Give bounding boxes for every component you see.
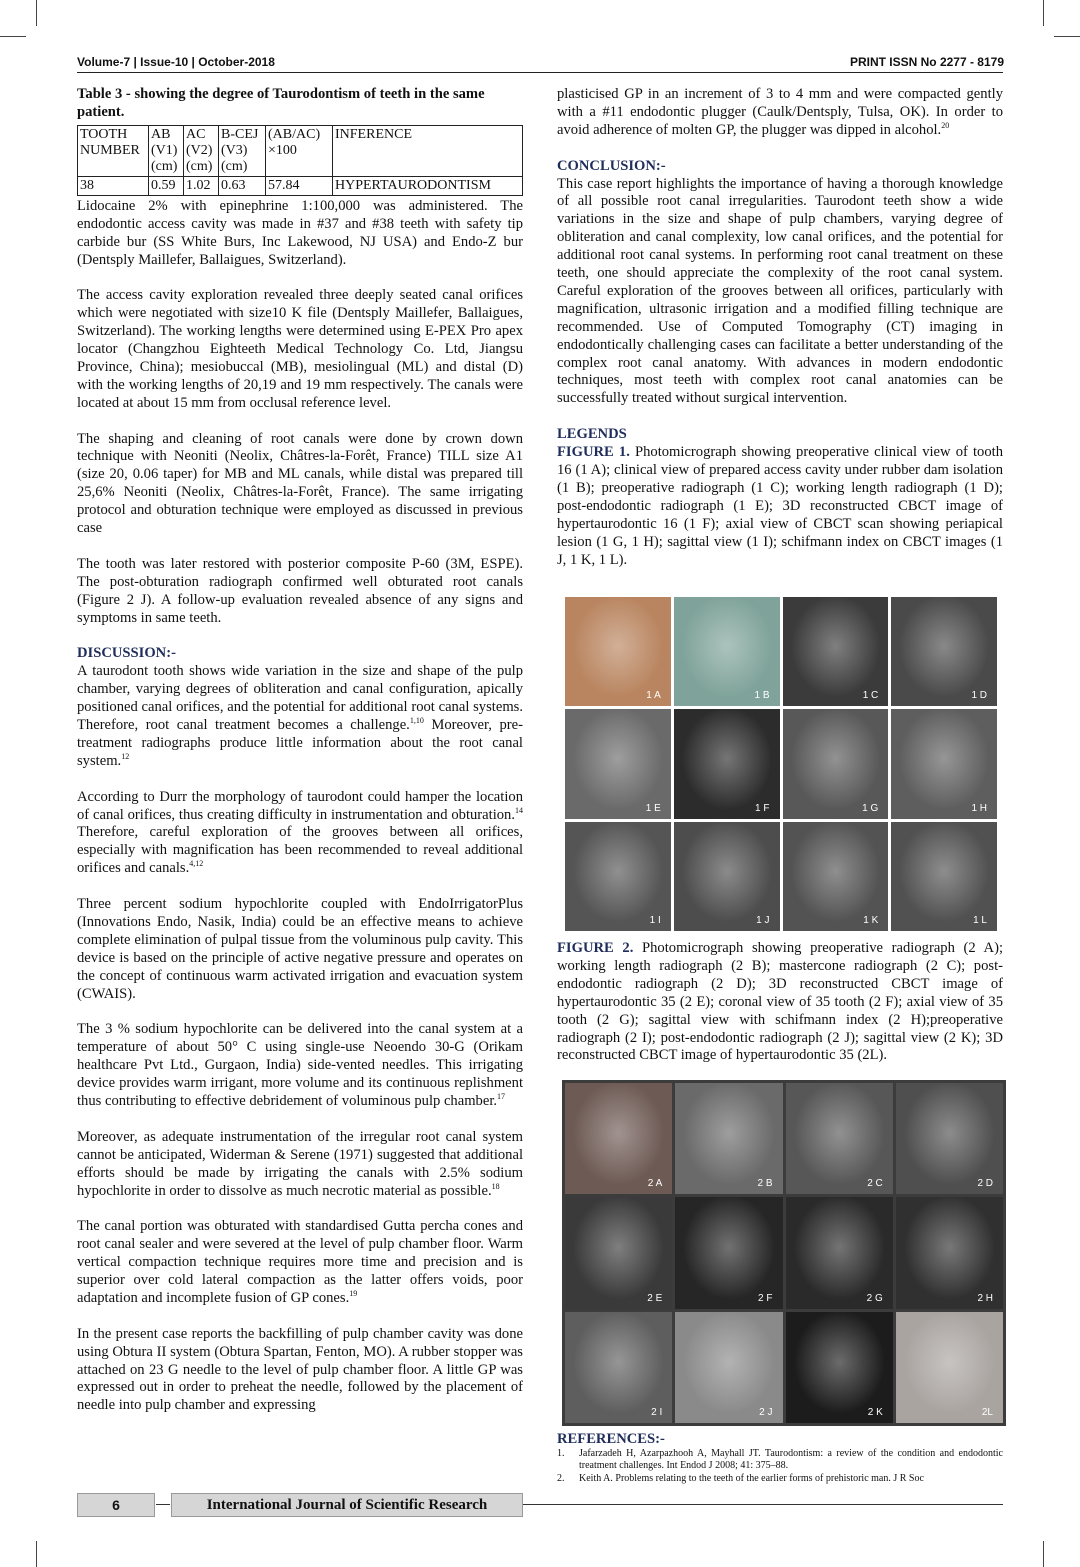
paragraph	[557, 86, 1003, 140]
paragraph-text: Moreover, as adequate instrumentation of the irregular root canal system cannot be anticipated, Widerman & Serene (1971) suggested that additional efforts should be made by irrigating the canals with 2.5% sodium hypochlorite in order to dissolve as much necrotic material as possible.	[77, 1128, 523, 1199]
figure-2-panel-label: 2 G	[866, 1292, 883, 1304]
paragraph: This case report highlights the importance of having a thorough knowledge of all possible root canal irregularities. Taurodont teeth show a wide variations in the size and shape of pulp chambers, varying degree of obliteration and canal complexity, low canal orifices, and the potential for additional root canal systems. In performing root canal treatment on these teeth, one should appreciate the complexity of the root canal system. Careful exploration of the grooves between all orifices, particularly with magnification, ultrasonic irrigation and a modified filling technique are recommended. Use of Computed Tomography (CT) imaging in endodontically challenging cases can facilitate a better understanding of the complex root canal anatomy. With advances in modern endodontic techniques, most teeth with complex root canal anatomies can be successfully treated without surgical intervention.	[557, 175, 1003, 407]
header-rule	[77, 72, 1003, 73]
figure-2-panel	[786, 1083, 893, 1194]
table-3	[77, 125, 523, 196]
footer-separator	[156, 1504, 170, 1505]
figure-1-panel-label: 1 A	[646, 690, 661, 702]
paragraph: The tooth was later restored with posterior composite P-60 (3M, ESPE). The post-obturation radiograph confirmed well obturated root canals (Figure 2 J). A follow-up evaluation revealed absence of any signs and symptoms in same teeth.	[77, 555, 523, 626]
figure-1-panel	[674, 597, 780, 706]
table-cell: 0.59	[149, 176, 184, 195]
figure-1-label: FIGURE 1.	[557, 444, 630, 461]
paragraph: Three percent sodium hypochlorite coupled with EndoIrrigatorPlus (Innovations Endo, Nasik, India) could be an effective means to achieve complete elimination of pulpal tissue from the voluminous pulp cavity. This device is based on the principle of active negative pressure and operates on the concept of continuous warm activated irrigation and evacuation system (CWAIS).	[77, 896, 523, 1002]
paragraph-text: Moreover, pre-treatment radiographs produce little information about the root canal system.	[77, 717, 523, 769]
figure-2-label: FIGURE 2.	[557, 940, 634, 956]
citation: 18	[491, 1181, 500, 1191]
figure-2-caption	[557, 940, 1003, 1065]
table-header-cell: AC (V2) (cm)	[184, 125, 219, 176]
figure-2-panel-label: 2 A	[647, 1178, 663, 1190]
table-cell: 0.63	[219, 176, 266, 195]
figure-2-panel	[565, 1083, 672, 1194]
figure-2-panel	[786, 1312, 893, 1423]
running-header-right: PRINT ISSN No 2277 - 8179	[849, 55, 1004, 69]
paragraph: The shaping and cleaning of root canals were done by crown down technique with Neoniti (Neolix, Châtres-la-Forêt, France) TILL size A1 (size 20, 0.06 taper) for MB and ML canals, while distal was prepared till 25,6% Neoniti (Neolix, Châtres-la-Forêt, France). The same irrigating protocol and obturation technique were employed as discussed in previous case	[77, 430, 523, 537]
figure-2-panel	[896, 1083, 1003, 1194]
paragraph-text: plasticised GP in an increment of 3 to 4 mm and were compacted gently with a #11 endodontic plugger (Caulk/Dentsply, Tulsa, OK). In order to avoid adherence of molten GP, the plugger was dipped in alcohol.	[557, 86, 1003, 138]
paragraph-text: The 3 % sodium hypochlorite can be delivered into the canal system at a temperature of about 50° C using single-use Neoendo 30-G (Orikam healthcare Pvt Ltd., Gurgaon, India) side-vented needles. This irrigating device provides warm irrigant, more volume and its continuous replishment thus contributing to effective debridement of voluminous pulp chamber.	[77, 1021, 523, 1110]
crop-mark	[36, 1541, 37, 1567]
figure-2-panel-label: 2 B	[757, 1178, 773, 1190]
figure-1-panel	[891, 822, 997, 931]
figure-1-panel	[565, 597, 671, 706]
figure-2-panel-label: 2 H	[977, 1292, 993, 1304]
reference-number: 1.	[557, 1448, 565, 1459]
figure-1-panel	[783, 822, 889, 931]
figure-2-panel-label: 2 K	[867, 1407, 883, 1418]
crop-mark	[1043, 0, 1044, 26]
table-header-cell: B-CEJ (V3) (cm)	[219, 125, 266, 176]
figure-1-panel	[783, 709, 889, 818]
figure-1-panel	[565, 709, 671, 818]
table-header-cell: TOOTH NUMBER	[78, 125, 149, 176]
paragraph	[77, 663, 523, 770]
figure-1-panel-label: 1 E	[645, 802, 661, 814]
conclusion-heading: CONCLUSION:-	[557, 157, 666, 174]
left-column	[77, 86, 523, 1415]
figure-2-panel	[786, 1197, 893, 1308]
figure-1-panel-label: 1 H	[971, 802, 987, 814]
citation: 17	[497, 1092, 506, 1102]
figure-1-panel-label: 1 J	[756, 915, 770, 926]
figure-1-panel-label: 1 I	[649, 915, 661, 926]
crop-mark	[36, 0, 37, 26]
page-number: 6	[77, 1493, 155, 1517]
figure-2-panel-label: 2L	[981, 1407, 993, 1418]
citation: 12	[121, 751, 130, 761]
paragraph	[77, 1021, 523, 1111]
paragraph-text: A taurodont tooth shows wide variation in the size and shape of the pulp chamber, varying degrees of obliteration and canal configuration, apically positioned canal orifices, and the potential for additional root canal systems. Therefore, root canal treatment becomes a challenge.	[77, 663, 523, 734]
table-3-title: Table 3 - showing the degree of Taurodontism of teeth in the same patient.	[77, 86, 485, 120]
crop-mark	[1043, 1541, 1044, 1567]
citation: 19	[349, 1289, 358, 1299]
table-header-cell: AB (V1) (cm)	[149, 125, 184, 176]
table-row	[78, 176, 523, 195]
figure-1-panel-label: 1 L	[973, 915, 987, 926]
reference-text: Keith A. Problems relating to the teeth of the earlier forms of prehistoric man. J R Soc	[579, 1473, 924, 1484]
figure-2-panel	[675, 1197, 782, 1308]
caption-text: Photomicrograph showing preoperative radiograph (2 A); working length radiograph (2 B); mastercone radiograph (2 C); post-endodontic radiograph (2 D); 3D reconstructed CBCT image of hypertaurodontic 35 (2 E); coronal view of 35 tooth (2 F); axial view of 35 tooth (2 G); sagittal view with schifmann index (2 H);preoperative radiograph (2 I); post-endodontic radiograph (2 J); sagittal view (2 K); 3D reconstructed CBCT image of hypertaurodontic 35 (2L).	[557, 940, 1003, 1064]
figure-1-panel-label: 1 F	[755, 802, 770, 814]
figure-1-caption	[557, 444, 1003, 569]
figure-2-panel	[675, 1312, 782, 1423]
figure-2-panel-label: 2 J	[759, 1407, 773, 1418]
reference-text: Jafarzadeh H, Azarpazhooh A, Mayhall JT. Taurodontism: a review of the condition and endodontic treatment challenges. Int Endod J 2008; 41: 375–88.	[579, 1448, 1003, 1471]
figure-1-panel-label: 1 C	[862, 690, 879, 702]
figure-1-panel-label: 1 B	[754, 690, 770, 702]
crop-mark	[1054, 36, 1080, 37]
table-cell: HYPERTAURODONTISM	[333, 176, 523, 195]
running-header-left: Volume-7 | Issue-10 | October-2018	[77, 55, 275, 69]
reference-item	[557, 1448, 1003, 1471]
paragraph	[77, 1129, 523, 1201]
legends-heading: LEGENDS	[557, 426, 627, 443]
table-cell: 1.02	[184, 176, 219, 195]
figure-2-panel	[675, 1083, 782, 1194]
caption-text: Photomicrograph showing preoperative clinical view of tooth 16 (1 A); clinical view of prepared access cavity under rubber dam isolation (1 B); preoperative radiograph (1 C); working length radiograph (1 D); post-endodontic radiograph (1 E); 3D reconstructed CBCT image of hypertaurodontic 16 (1 F); axial view of CBCT scan showing periapical lesion (1 G, 1 H); sagittal view (1 I); schifmann index on CBCT images (1 J, 1 K, 1 L).	[557, 444, 1003, 568]
figure-2-panel	[896, 1312, 1003, 1423]
figure-2-panel	[565, 1312, 672, 1423]
paragraph: In the present case reports the backfilling of pulp chamber cavity was done using Obtura II system (Obtura Spartan, Fenton, MO). A rubber stopper was attached on 23 G needle to the level of pulp chamber floor. A little GP was expressed out in order to preheat the needle, followed by the placement of needle into pulp chamber and expressing	[77, 1325, 523, 1414]
table-cell: 38	[78, 176, 149, 195]
figure-1-panel-label: 1 D	[971, 690, 987, 702]
paragraph: Lidocaine 2% with epinephrine 1:100,000 was administered. The endodontic access cavity was made in #37 and #38 teeth with safety tip carbide bur (SS White Burs, Inc Lakewood, NJ USA) and Endo-Z bur (Dentsply Maillefer, Ballaigues, Switzerland).	[77, 197, 523, 268]
reference-item	[557, 1473, 1003, 1485]
journal-name: International Journal of Scientific Research	[171, 1493, 523, 1517]
figure-1-panel-label: 1 K	[863, 915, 879, 926]
figure-1-panel	[891, 597, 997, 706]
figure-1-panel	[674, 822, 780, 931]
crop-mark	[0, 36, 26, 37]
paragraph-text: Therefore, careful exploration of the grooves between all orifices, especially with magnification has been recommended to reveal additional orifices and canals.	[77, 824, 523, 877]
figure-2-panel-label: 2 F	[758, 1292, 773, 1304]
figure-1-panel-label: 1 G	[862, 802, 879, 814]
figure-2-panel	[565, 1197, 672, 1308]
figure-2-panel-label: 2 E	[647, 1292, 663, 1304]
paragraph	[77, 789, 523, 879]
figure-1-panel	[565, 822, 671, 931]
citation: 4,12	[189, 859, 204, 869]
figure-1-panel	[891, 709, 997, 818]
footer-rule	[523, 1504, 1003, 1505]
table-header-cell: (AB/AC) ×100	[266, 125, 333, 176]
figure-2-panel	[896, 1197, 1003, 1308]
reference-number: 2.	[557, 1473, 565, 1484]
table-header-cell: INFERENCE	[333, 125, 523, 176]
right-column	[557, 86, 1003, 1064]
citation: 20	[941, 120, 950, 130]
figure-2-panel-label: 2 I	[651, 1407, 663, 1418]
table-cell: 57.84	[266, 176, 333, 195]
citation: 1,10	[409, 716, 424, 726]
figure-2-panel-label: 2 D	[977, 1178, 993, 1190]
footer	[77, 1493, 523, 1517]
citation: 14	[515, 805, 523, 815]
discussion-heading: DISCUSSION:-	[77, 645, 176, 662]
paragraph: The access cavity exploration revealed three deeply seated canal orifices which were negotiated with size10 K file (Dentsply Maillefer, Ballaigues, Switzerland). The working lengths were determined using E-PEX Pro apex locator (Changzhou Eighteeth Medical Technology Co. Ltd, Jiangsu Province, China); mesiobuccal (MB), mesiolingual (ML) and distal (D) with the working lengths of 20,19 and 19 mm respectively. The canals were located at about 15 mm from occlusal reference level.	[77, 287, 523, 411]
figure-2-panel-label: 2 C	[867, 1178, 883, 1190]
references-heading: REFERENCES:-	[557, 1431, 665, 1447]
paragraph	[77, 1218, 523, 1308]
figure-1	[565, 597, 997, 931]
figure-1-panel	[674, 709, 780, 818]
figure-1-panel	[783, 597, 889, 706]
paragraph-text: The canal portion was obturated with standardised Gutta percha cones and root canal sealer and were severed at the level of pulp chamber floor. Warm vertical compaction technique requires more time and precision and is superior over cold lateral compaction as the latter offers voids, poor adaptation and incomplete fusion of GP cones.	[77, 1218, 523, 1306]
figure-2	[562, 1080, 1006, 1426]
paragraph-text: According to Durr the morphology of taurodont could hamper the location of canal orifices, thus creating difficulty in instrumentation and obturation.	[77, 788, 523, 823]
references	[557, 1431, 1003, 1487]
table-header-row	[78, 125, 523, 176]
